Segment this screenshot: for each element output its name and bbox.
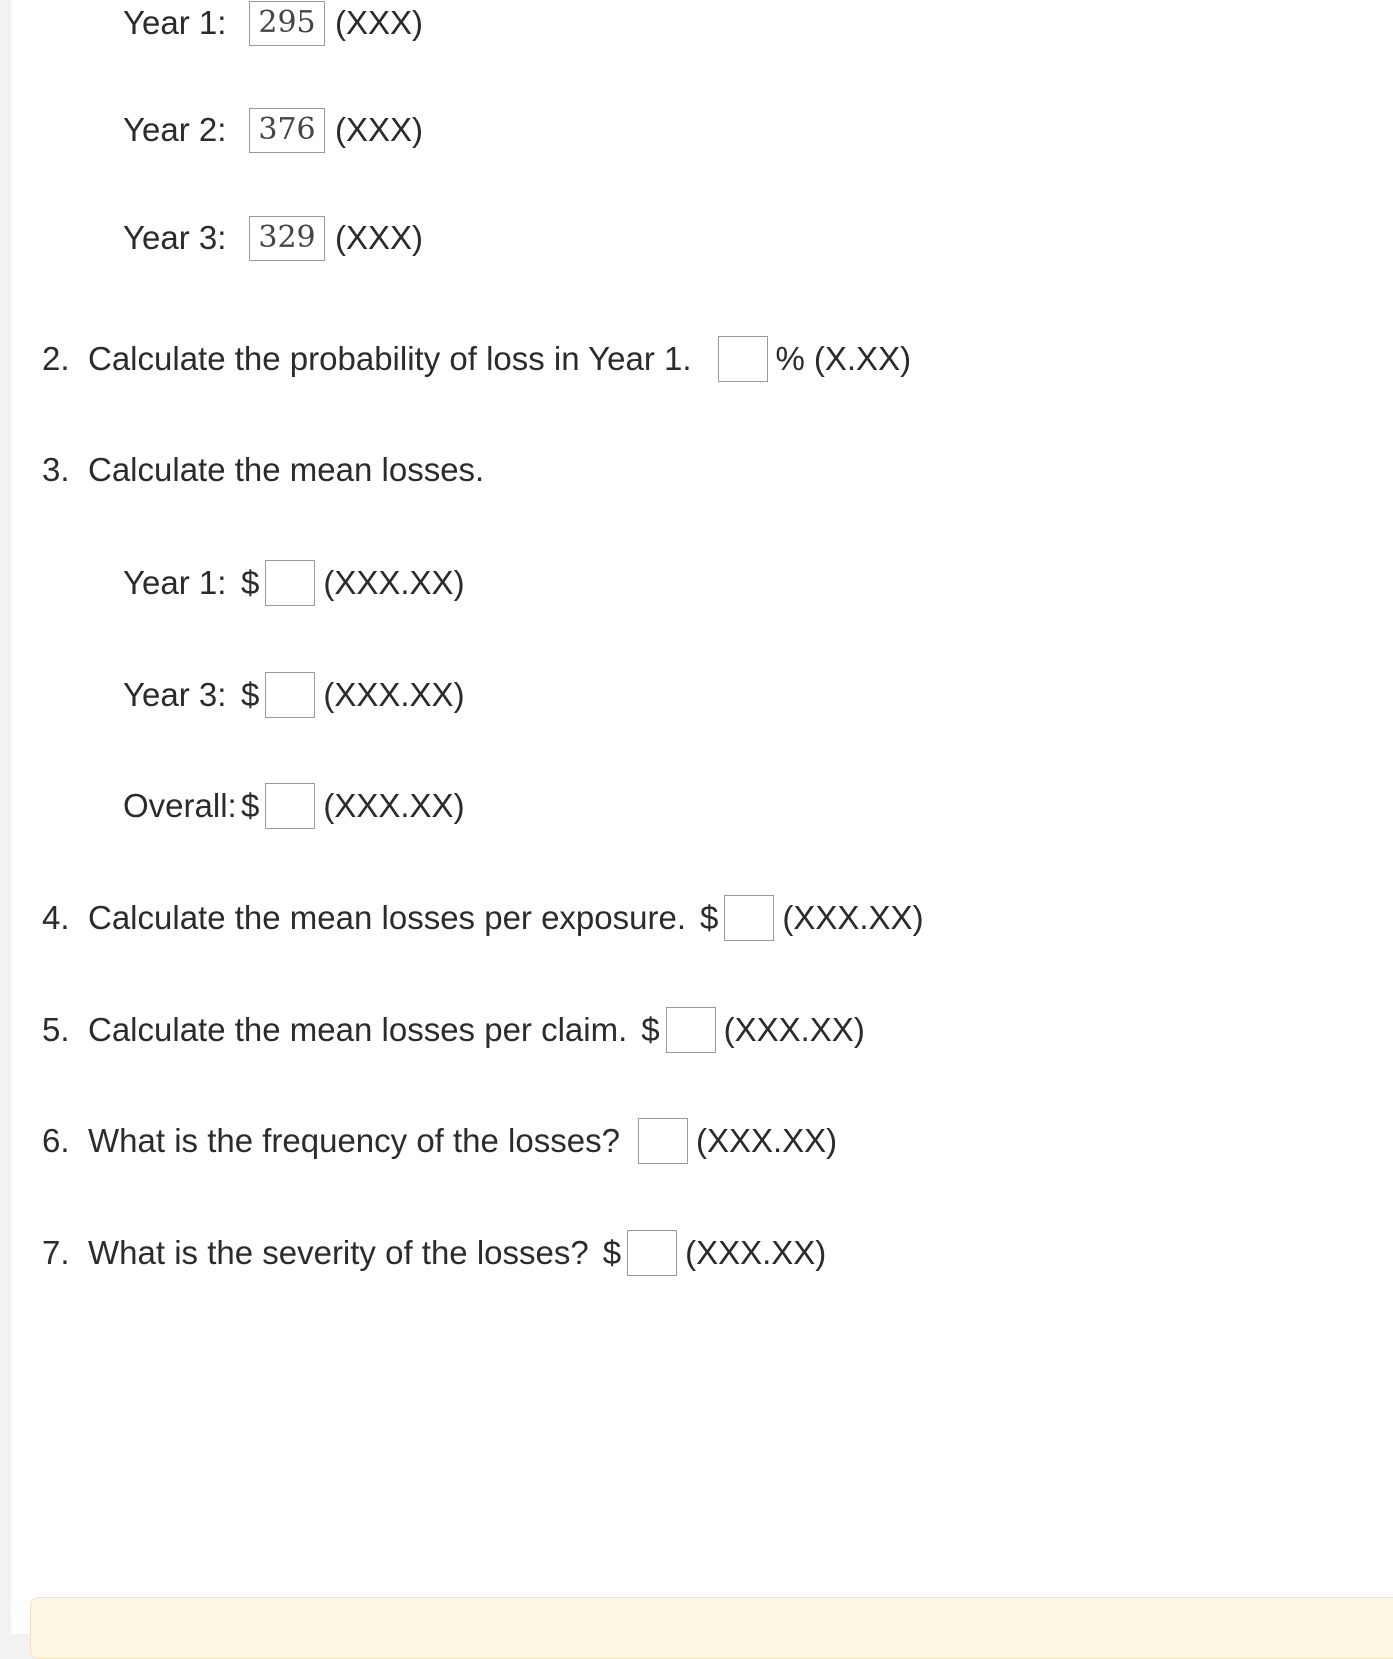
question-6-text: What is the frequency of the losses? xyxy=(88,1122,620,1159)
q1-year1-row xyxy=(123,0,423,46)
question-7-text: What is the severity of the losses? xyxy=(88,1234,589,1271)
q1-year2-row xyxy=(123,107,423,153)
question-4-answer-input[interactable] xyxy=(724,895,774,941)
q3-overall-currency: $ xyxy=(241,787,260,824)
q1-year3-answer-box[interactable]: 329 xyxy=(249,216,325,261)
question-4-format-hint: (XXX.XX) xyxy=(782,899,924,936)
question-page xyxy=(11,0,1393,1634)
q3-year1-row xyxy=(123,560,465,606)
question-4-row xyxy=(42,895,924,941)
question-5-answer-input[interactable] xyxy=(666,1007,716,1053)
question-7-answer-input[interactable] xyxy=(627,1230,677,1276)
question-4-currency: $ xyxy=(700,899,719,936)
question-3-row xyxy=(42,447,484,493)
question-2-text: Calculate the probability of loss in Year 1. xyxy=(88,340,692,377)
q1-year1-answer-box[interactable]: 295 xyxy=(249,1,325,46)
q3-year1-answer-input[interactable] xyxy=(265,560,315,606)
q3-year3-currency: $ xyxy=(241,676,260,713)
question-7-number: 7. xyxy=(42,1234,70,1271)
question-7-row xyxy=(42,1230,826,1276)
question-6-answer-input[interactable] xyxy=(638,1118,688,1164)
q3-year1-format-hint: (XXX.XX) xyxy=(323,564,465,601)
question-6-row xyxy=(42,1118,837,1164)
q1-year1-label: Year 1: xyxy=(123,4,227,41)
question-4-number: 4. xyxy=(42,899,70,936)
q1-year3-row xyxy=(123,215,423,261)
question-5-format-hint: (XXX.XX) xyxy=(723,1011,865,1048)
question-5-currency: $ xyxy=(641,1011,660,1048)
question-4-text: Calculate the mean losses per exposure. xyxy=(88,899,686,936)
question-5-text: Calculate the mean losses per claim. xyxy=(88,1011,628,1048)
q3-year3-label: Year 3: xyxy=(123,676,227,713)
q1-year2-format-hint: (XXX) xyxy=(335,111,424,148)
q1-year3-label: Year 3: xyxy=(123,219,227,256)
question-6-format-hint: (XXX.XX) xyxy=(695,1122,838,1159)
q1-year2-answer-box[interactable]: 376 xyxy=(249,108,325,153)
question-2-answer-input[interactable] xyxy=(718,336,768,382)
question-7-currency: $ xyxy=(602,1234,622,1271)
q1-year2-label: Year 2: xyxy=(123,111,227,148)
q3-year1-label: Year 1: xyxy=(123,564,227,601)
q3-year3-row xyxy=(123,672,465,718)
q3-year1-currency: $ xyxy=(241,564,260,601)
q3-year3-format-hint: (XXX.XX) xyxy=(323,676,465,713)
question-2-format-hint: (X.XX) xyxy=(813,340,912,377)
question-5-number: 5. xyxy=(42,1011,70,1048)
question-2-row xyxy=(42,336,911,382)
question-3-number: 3. xyxy=(42,451,70,488)
question-6-number: 6. xyxy=(42,1122,70,1159)
question-7-format-hint: (XXX.XX) xyxy=(685,1234,827,1271)
q1-year1-format-hint: (XXX) xyxy=(335,4,424,41)
question-5-row xyxy=(42,1007,865,1053)
question-3-text: Calculate the mean losses. xyxy=(88,451,485,488)
q3-overall-label: Overall: xyxy=(123,787,237,824)
q3-overall-format-hint: (XXX.XX) xyxy=(323,787,465,824)
q1-year3-format-hint: (XXX) xyxy=(335,219,424,256)
q3-year3-answer-input[interactable] xyxy=(265,672,315,718)
question-2-number: 2. xyxy=(42,340,70,377)
q3-overall-answer-input[interactable] xyxy=(265,783,315,829)
q3-overall-row xyxy=(123,783,465,829)
question-2-unit: % xyxy=(775,340,805,377)
feedback-panel xyxy=(30,1597,1393,1659)
